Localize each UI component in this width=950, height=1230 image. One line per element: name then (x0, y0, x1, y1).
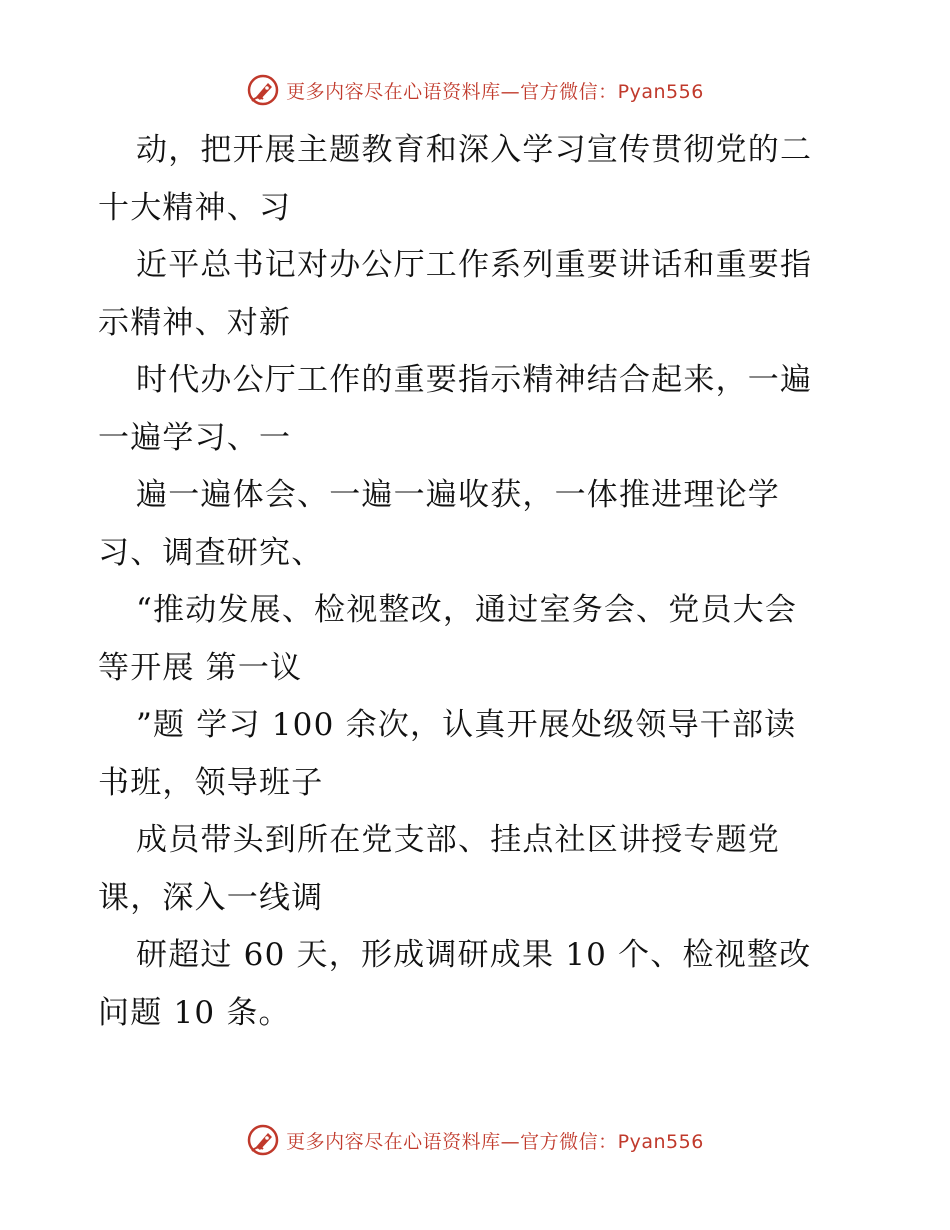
paragraph (98, 352, 858, 467)
paragraph-line: 习、调查研究、 (98, 534, 324, 571)
footer-banner (0, 1120, 950, 1160)
paragraph-line: 书班，领导班子 (98, 764, 324, 801)
paragraph-line: 一遍学习、一 (98, 419, 292, 456)
paragraph-line: 近平总书记对办公厅工作系列重要讲话和重要指 (136, 247, 813, 283)
pen-nib-logo-icon (246, 1123, 280, 1157)
paragraph (98, 122, 858, 237)
header-brand-text: 更多内容尽在心语资料库—官方微信：Pyan556 (286, 80, 704, 103)
header-banner (0, 70, 950, 110)
paragraph-line: 时代办公厅工作的重要指示精神结合起来，一遍 (136, 362, 813, 398)
paragraph (98, 467, 858, 582)
paragraph (98, 582, 858, 697)
paragraph (98, 697, 858, 812)
pen-nib-logo-icon (246, 73, 280, 107)
paragraph-line: 十大精神、习 (98, 189, 292, 226)
paragraph (98, 237, 858, 352)
paragraph-line: 等开展 第一议 (98, 649, 303, 686)
paragraph-line: 成员带头到所在党支部、挂点社区讲授专题党 (136, 822, 780, 858)
paragraph-line: ”题 学习 100 余次，认真开展处级领导干部读 (136, 707, 797, 743)
paragraph-line: 研超过 60 天，形成调研成果 10 个、检视整改 (136, 937, 812, 973)
paragraph-line: 动，把开展主题教育和深入学习宣传贯彻党的二 (136, 132, 813, 168)
paragraph-line: 课，深入一线调 (98, 879, 324, 916)
paragraph-line: 示精神、对新 (98, 304, 292, 341)
paragraph-line: 问题 10 条。 (98, 994, 291, 1031)
footer-brand-text: 更多内容尽在心语资料库—官方微信：Pyan556 (286, 1130, 704, 1153)
paragraph-line: “推动发展、检视整改，通过室务会、党员大会 (136, 592, 798, 628)
paragraph-line: 遍一遍体会、一遍一遍收获，一体推进理论学 (136, 477, 780, 513)
paragraph (98, 812, 858, 927)
body-text (98, 122, 858, 1042)
paragraph (98, 927, 858, 1042)
